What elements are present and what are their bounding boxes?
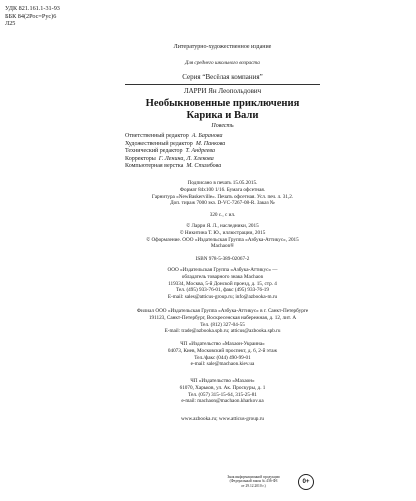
- book-title-line2: Карика и Вали: [186, 110, 259, 121]
- page-count: 320 с., с ил.: [209, 212, 236, 218]
- address-line: Тел. (495) 933-76-01, факс (495) 933-76-19: [176, 287, 269, 294]
- credit-role: Технический редактор: [125, 148, 183, 155]
- info-product-note: [216, 475, 291, 488]
- print-info-line: Формат 84х100 1/16. Бумага офсетная.: [179, 186, 266, 193]
- author-line: ЛАРРИ Ян Леопольдович: [183, 87, 262, 95]
- series-line: Серия “Весёлая компания”: [182, 73, 263, 81]
- email-line: e-mail: machaon@machaon.kharkov.ua: [181, 398, 264, 405]
- copyright-line: © Никитина Т. Ю., иллюстрации, 2015: [179, 229, 266, 236]
- credit-name: М. Стамбова: [186, 163, 222, 170]
- address-line: ООО «Издательская Группа «Азбука-Аттикус» —: [167, 267, 278, 273]
- address-line: 119334, Москва, 5-й Донской проезд, д. 15, стр. 4: [168, 280, 277, 287]
- book-subtitle: Повесть: [211, 123, 234, 129]
- credit-name: М. Панкова: [195, 140, 226, 147]
- websites-line: www.azbooka.ru; www.atticus-group.ru: [180, 416, 265, 422]
- address-line: обладатель товарного знака Machaon: [181, 273, 264, 280]
- trademark-line: Machaon®: [210, 243, 235, 250]
- note-line: (Федеральный закон № 436-ФЗ: [229, 479, 278, 484]
- udk-code: УДК 821.161.1-31-93: [5, 5, 60, 12]
- note-line: от 29.12.2010 г.): [241, 483, 266, 488]
- credit-role: Ответственный редактор: [125, 133, 189, 139]
- udk-block: [5, 5, 60, 28]
- credit-role: Художественный редактор: [125, 140, 193, 147]
- credits-list: [125, 133, 320, 171]
- address-line: Тел. (812) 327-04-55: [200, 321, 245, 328]
- publisher-kiev: [125, 341, 320, 368]
- isbn-line: ISBN 978-5-389-02067-2: [195, 256, 250, 262]
- print-info-line: Подписано в печать 15.05.2015.: [187, 180, 258, 186]
- address-line: 61070, Харьков, ул. Ак. Проскуры, д. 1: [179, 384, 266, 391]
- email-line: e-mail: sale@machaon.kiev.ua: [190, 361, 255, 368]
- age-note: Для среднего школьного возраста: [185, 60, 260, 66]
- address-line: 191123, Санкт-Петербург, Воскресенская набережная, д. 12, лит. А: [148, 314, 297, 321]
- credit-row: [125, 133, 320, 141]
- publisher-spb: [125, 308, 320, 335]
- email-line: E-mail: sales@atticus-group.ru; info@azbooka-m.ru: [167, 294, 278, 301]
- address-line: ЧП «Издательство «Махаон-Украина»: [180, 341, 265, 347]
- note-line: Знак информационной продукции: [227, 475, 280, 479]
- publisher-kharkov: [125, 378, 320, 405]
- genre-line: Литературно-художественное издание: [173, 44, 272, 50]
- credit-row: [125, 163, 320, 171]
- print-info: [125, 180, 320, 207]
- credit-row: [125, 156, 320, 164]
- age-rating-badge: 0+: [298, 474, 314, 490]
- credit-role: Корректоры: [125, 155, 156, 162]
- copyright-block: [125, 223, 320, 250]
- address-line: ЧП «Издательство «Махаон»: [190, 378, 255, 384]
- divider: [125, 84, 320, 85]
- address-line: Тел./факс (044) 490-99-01: [194, 354, 251, 361]
- address-line: Тел. (057) 315-15-64, 315-25-81: [188, 391, 257, 398]
- credit-name: А. Баранова: [191, 133, 223, 139]
- copyright-line: © Ларри Я. Л., наследники, 2015: [186, 223, 259, 229]
- print-info-line: Гарнитура «NewBaskerville». Печать офсетная. Усл. печ. л. 31,2.: [151, 193, 294, 200]
- book-title-line1: Необыкновенные приключения: [145, 98, 300, 109]
- credit-name: Г. Ленина, Л. Хлекова: [158, 155, 214, 162]
- credit-role: Компьютерная верстка: [125, 163, 184, 170]
- publisher-moscow: [125, 267, 320, 301]
- address-line: 04073, Киев, Московский проспект, д. 6, 2-й этаж: [167, 347, 278, 354]
- address-line: Филиал ООО «Издательская Группа «Азбука-Аттикус» в г. Санкт-Петербурге: [136, 308, 309, 314]
- author-mark: Л25: [5, 20, 16, 28]
- copyright-line: © Оформление. ООО «Издательская Группа «Азбука-Аттикус», 2015: [146, 236, 299, 243]
- print-info-line: Доп. тираж 7000 экз. D-VC-7267-08-R. Заказ №: [170, 200, 275, 207]
- credit-row: [125, 148, 320, 156]
- email-line: E-mail: trade@azbooka.spb.ru; atticus@azbooka.spb.ru: [164, 328, 281, 335]
- credit-name: Т. Андреева: [185, 148, 215, 155]
- bbk-code: ББК 84(2Рос=Рус)6: [5, 12, 57, 20]
